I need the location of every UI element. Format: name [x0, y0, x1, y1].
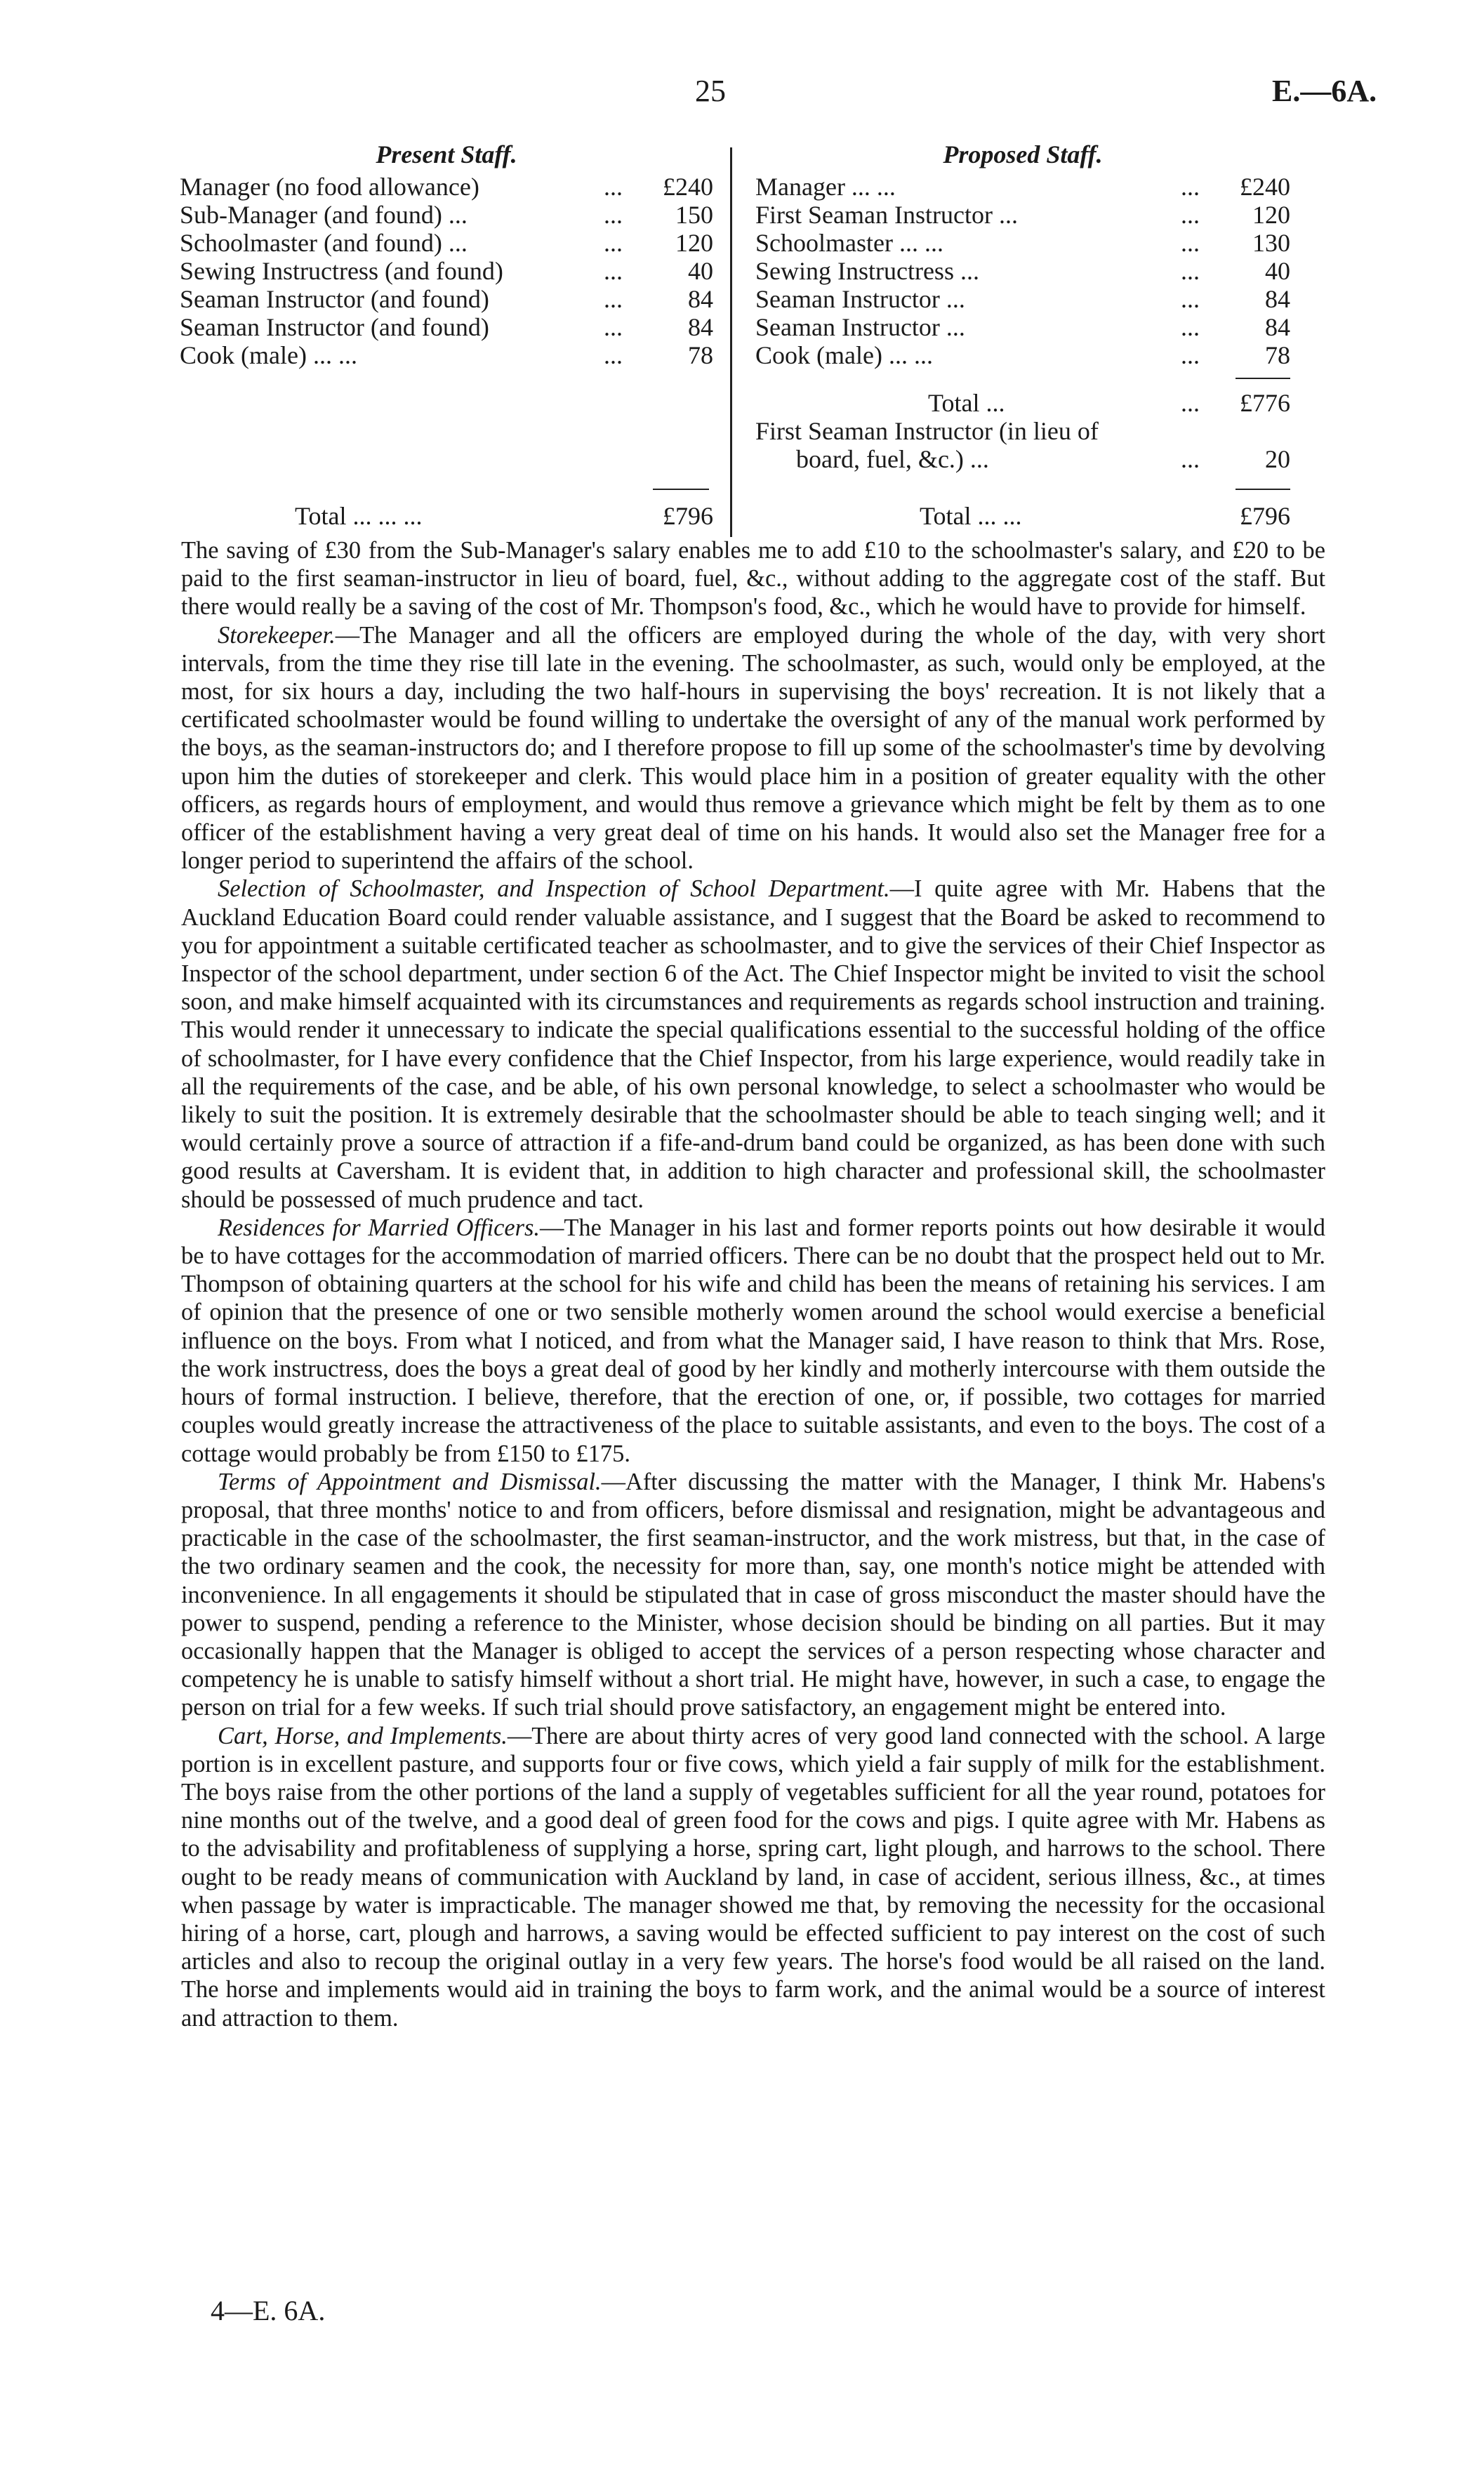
present-total-amount: £796	[663, 502, 713, 530]
proposed-subtotal-rule	[1235, 378, 1290, 379]
present-staff-table	[180, 140, 713, 369]
staff-row	[180, 341, 713, 369]
leader-dots: ...	[1181, 341, 1200, 369]
salary-amount: 78	[1265, 341, 1290, 369]
leader-dots: ...	[604, 313, 623, 341]
extra-row-line1	[755, 417, 1290, 445]
leader-dots: ...	[1181, 173, 1200, 201]
salary-amount: 84	[1265, 285, 1290, 313]
footer-signature: 4—E. 6A.	[211, 2295, 326, 2326]
salary-amount: 84	[688, 313, 713, 341]
salary-amount: 150	[675, 201, 713, 229]
extra-allowance-label-cont: board, fuel, &c.) ...	[796, 445, 989, 473]
staff-row	[755, 257, 1290, 285]
storekeeper-text: —The Manager and all the officers are employed during the whole of the day, with very short intervals, from the time they rise till late in the evening. The schoolmaster, as such, would only be employed, at the most, for six hours a day, including the two half-hours in supervising the boys' recreation. It is not likely that a certificated schoolmaster would be found willing to undertake the oversight of any of the manual work performed by the boys, as the seaman-instructors do; and I therefore propose to fill up some of the schoolmaster's time by devolving upon him the duties of storekeeper and clerk. This would place him in a position of greater equality with the other officers, as regards hours of employment, and would thus remove a grievance which might be felt by them as to one officer of the establishment having a very great deal of time on his hands. It would also set the Manager free for a longer period to superintend the affairs of the school.	[181, 621, 1325, 875]
cart-paragraph	[181, 1722, 1325, 2032]
staff-row	[180, 173, 713, 201]
leader-dots: ...	[1181, 201, 1200, 229]
terms-text: —After discussing the matter with the Manager, I think Mr. Habens's proposal, that three months' notice to and from officers, before dismissal and resignation, might be advantageous and practicable in the case of the schoolmaster, the first seaman-instructor, and the work mistress, but that, in the case of the two ordinary seamen and the cook, the necessity for more than, say, one month's notice might be attended with inconvenience. In all engagements it should be stipulated that in case of gross misconduct the master should have the power to suspend, pending a reference to the Minister, whose decision should be binding on all parties. But it may occasionally happen that the Manager is obliged to accept the services of a person respecting whose character and competency he is unable to satisfy himself without a short trial. He might have, however, in such a case, to engage the person on trial for a few weeks. If such trial should prove satisfactory, an engagement might be entered into.	[181, 1468, 1326, 1721]
staff-position: Seaman Instructor ...	[755, 285, 965, 313]
subtotal-amount: £776	[1240, 389, 1290, 417]
staff-position: First Seaman Instructor ...	[755, 201, 1018, 229]
residences-paragraph	[181, 1214, 1325, 1468]
cart-heading: Cart, Horse, and Implements.	[218, 1722, 508, 1749]
extra-allowance-label: First Seaman Instructor (in lieu of	[755, 417, 1099, 445]
leader-dots: ...	[604, 257, 623, 285]
salary-amount: 78	[688, 341, 713, 369]
leader-dots: ...	[1181, 257, 1200, 285]
extra-allowance-amount: 20	[1265, 445, 1290, 473]
staff-row	[180, 313, 713, 341]
salary-amount: 40	[688, 257, 713, 285]
staff-row	[180, 257, 713, 285]
staff-position: Sewing Instructress (and found)	[180, 257, 503, 285]
staff-position: Sub-Manager (and found) ...	[180, 201, 468, 229]
staff-position: Schoolmaster ... ...	[755, 229, 943, 257]
staff-row	[755, 173, 1290, 201]
staff-row	[755, 313, 1290, 341]
selection-text: —I quite agree with Mr. Habens that the Auckland Education Board could render valuable assistance, and I suggest that the Board be asked to recommend to you for appointment a suitable certificated teacher as schoolmaster, and to give the services of their Chief Inspector as Inspector of the school department, under section 6 of the Act. The Chief Inspector might be invited to visit the school soon, and make himself acquainted with its circumstances and requirements as regards school instruction and training. This would render it unnecessary to indicate the special qualifications essential to the successful holding of the office of schoolmaster, for I have every confidence that the Chief Inspector, from his large experience, would readily take in all the requirements of the case, and be able, of his own personal knowledge, to select a schoolmaster who would be likely to suit the position. It is extremely desirable that the schoolmaster should be able to teach singing well; and it would certainly prove a source of attraction if a fife-and-drum band could be organized, as has been done with such good results at Caversham. It is evident that, in addition to high character and professional skill, the schoolmaster should be possessed of much prudence and tact.	[181, 875, 1325, 1213]
salary-amount: 40	[1265, 257, 1290, 285]
staff-row	[755, 341, 1290, 369]
proposed-total-rule	[1235, 489, 1290, 490]
staff-row	[755, 201, 1290, 229]
subtotal-label: Total ...	[928, 389, 1005, 417]
storekeeper-heading: Storekeeper.	[218, 621, 336, 649]
staff-position: Sewing Instructress ...	[755, 257, 979, 285]
leader-dots: ...	[1181, 389, 1200, 417]
proposed-total-amount: £796	[1240, 502, 1290, 530]
staff-position: Seaman Instructor ...	[755, 313, 965, 341]
staff-position: Manager ... ...	[755, 173, 896, 201]
subtotal-row	[755, 389, 1290, 417]
salary-amount: 120	[1252, 201, 1290, 229]
leader-dots: ...	[604, 173, 623, 201]
staff-row	[755, 229, 1290, 257]
proposed-staff-heading: Proposed Staff.	[943, 140, 1103, 168]
salary-amount: £240	[663, 173, 713, 201]
terms-paragraph	[181, 1468, 1325, 1722]
leader-dots: ...	[1181, 285, 1200, 313]
staff-position: Seaman Instructor (and found)	[180, 313, 489, 341]
salary-amount: 130	[1252, 229, 1290, 257]
staff-position: Manager (no food allowance)	[180, 173, 479, 201]
leader-dots: ...	[1181, 313, 1200, 341]
staff-row	[180, 201, 713, 229]
leader-dots: ...	[1181, 445, 1200, 473]
leader-dots: ...	[604, 285, 623, 313]
extra-row-line2	[755, 445, 1290, 473]
storekeeper-paragraph	[181, 621, 1325, 875]
staff-position: Schoolmaster (and found) ...	[180, 229, 468, 257]
salary-amount: 120	[675, 229, 713, 257]
proposed-total-row	[920, 501, 1290, 531]
document-reference: E.—6A.	[1272, 74, 1377, 108]
staff-row	[180, 229, 713, 257]
salary-amount: 84	[1265, 313, 1290, 341]
table-divider	[730, 147, 732, 537]
cart-text: —There are about thirty acres of very good land connected with the school. A large portion is in excellent pasture, and supports four or five cows, which yield a fair supply of milk for the establishment. The boys raise from the other portions of the land a supply of vegetables sufficient for all the year round, potatoes for nine months out of the twelve, and a good deal of green food for the cows and pigs. I quite agree with Mr. Habens as to the advisability and profitableness of supplying a horse, spring cart, light plough, and harrows to the school. There ought to be ready means of communication with Auckland by land, in case of accident, serious illness, &c., at times when passage by water is impracticable. The manager showed me that, by removing the necessity for the occasional hiring of a horse, cart, plough and harrows, a saving would be effected sufficient to pay interest on the cost of such articles and also to recoup the original outlay in a very few years. The horse's food would be all raised on the land. The horse and implements would aid in training the boys to farm work, and the animal would be a source of interest and attraction to them.	[181, 1722, 1326, 2032]
residences-text: —The Manager in his last and former reports points out how desirable it would be to have cottages for the accommodation of married officers. There can be no doubt that the prospect held out to Mr. Thompson of obtaining quarters at the school for his wife and child has been the means of retaining his services. I am of opinion that the presence of one or two sensible motherly women around the school would exercise a beneficial influence on the boys. From what I noticed, and from what the Manager said, I have reason to think that Mrs. Rose, the work instructress, does the boys a great deal of good by her kindly and motherly intercourse with them outside the hours of formal instruction. I believe, therefore, that the erection of one, or, if possible, two cottages for married couples would greatly increase the attractiveness of the place to suitable assistants, and even to the boys. The cost of a cottage would probably be from £150 to £175.	[181, 1214, 1325, 1467]
page-number: 25	[695, 74, 726, 108]
selection-heading: Selection of Schoolmaster, and Inspection of School Department.	[218, 875, 890, 903]
leader-dots: ...	[1181, 229, 1200, 257]
selection-paragraph	[181, 875, 1325, 1213]
terms-heading: Terms of Appointment and Dismissal.	[218, 1468, 602, 1495]
leader-dots: ...	[604, 341, 623, 369]
present-total-row	[295, 501, 713, 531]
intro-paragraph: The saving of £30 from the Sub-Manager's salary enables me to add £10 to the schoolmaster's salary, and £20 to be paid to the first seaman-instructor in lieu of board, fuel, &c., without adding to the aggregate cost of the staff. But there would really be a saving of the cost of Mr. Thompson's food, &c., which he would have to provide for himself.	[181, 537, 1325, 621]
present-total-rule	[653, 489, 709, 490]
staff-row	[755, 285, 1290, 313]
proposed-staff-table	[755, 140, 1290, 473]
present-staff-heading: Present Staff.	[376, 140, 517, 168]
residences-heading: Residences for Married Officers.	[218, 1214, 541, 1241]
leader-dots: ...	[604, 229, 623, 257]
report-body	[181, 536, 1325, 2032]
staff-position: Seaman Instructor (and found)	[180, 285, 489, 313]
staff-position: Cook (male) ... ...	[755, 341, 933, 369]
salary-amount: £240	[1240, 173, 1290, 201]
staff-position: Cook (male) ... ...	[180, 341, 357, 369]
staff-row	[180, 285, 713, 313]
salary-amount: 84	[688, 285, 713, 313]
present-total-label: Total ... ... ...	[295, 502, 423, 530]
proposed-total-label: Total ... ...	[920, 502, 1022, 530]
leader-dots: ...	[604, 201, 623, 229]
